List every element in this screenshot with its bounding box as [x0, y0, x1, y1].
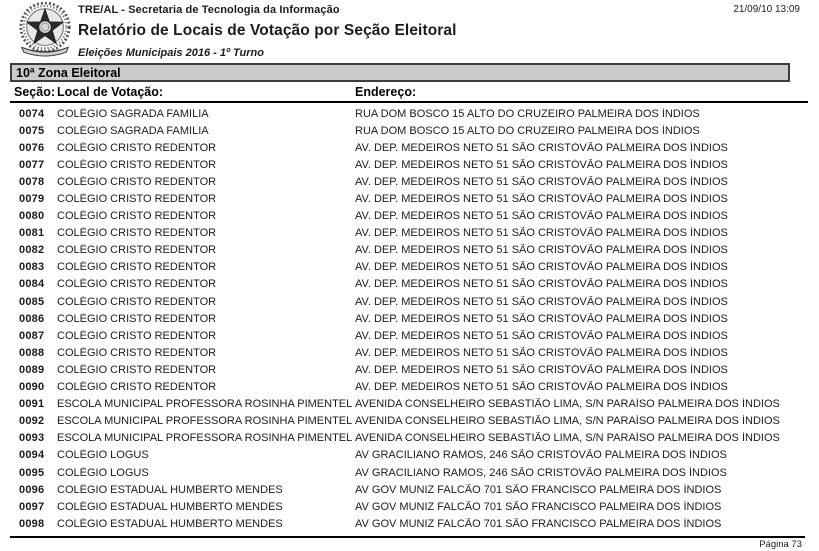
cell-local: ESCOLA MUNICIPAL PROFESSORA ROSINHA PIMENTEL [57, 398, 353, 411]
table-row [10, 208, 808, 225]
cell-secao: 0082 [19, 244, 45, 257]
report-subtitle: Eleições Municipais 2016 - 1º Turno [78, 47, 264, 59]
cell-endereco: AV. DEP. MEDEIROS NETO 51 SÃO CRISTÓVÃO PALMEIRA DOS ÍNDIOS [355, 381, 728, 394]
table-row [10, 225, 808, 242]
cell-secao: 0085 [19, 295, 45, 308]
brazil-coat-of-arms-icon [16, 2, 74, 58]
cell-local: COLÉGIO CRISTO REDENTOR [57, 175, 217, 188]
cell-secao: 0094 [19, 449, 45, 462]
zone-header-bar [10, 63, 790, 82]
cell-endereco: AV. DEP. MEDEIROS NETO 51 SÃO CRISTÓVÃO PALMEIRA DOS ÍNDIOS [355, 141, 728, 154]
page-number: Página 73 [759, 539, 802, 550]
cell-secao: 0098 [19, 517, 45, 530]
cell-secao: 0074 [19, 107, 45, 120]
org-name: TRE/AL - Secretaria de Tecnologia da Informação [78, 4, 340, 16]
cell-secao: 0092 [19, 415, 45, 428]
column-header-local: Local de Votação: [57, 85, 164, 99]
column-header-endereco: Endereço: [355, 85, 417, 99]
table-row [10, 413, 808, 430]
cell-local: COLÉGIO CRISTO REDENTOR [57, 381, 217, 394]
cell-endereco: AV GOV MUNIZ FALCÃO 701 SÃO FRANCISCO PALMEIRA DOS ÍNDIOS [355, 500, 722, 513]
cell-endereco: AV. DEP. MEDEIROS NETO 51 SÃO CRISTÓVÃO PALMEIRA DOS ÍNDIOS [355, 193, 728, 206]
cell-endereco: AV. DEP. MEDEIROS NETO 51 SÃO CRISTÓVÃO PALMEIRA DOS ÍNDIOS [355, 261, 728, 274]
cell-endereco: AV. DEP. MEDEIROS NETO 51 SÃO CRISTÓVÃO PALMEIRA DOS ÍNDIOS [355, 363, 728, 376]
cell-local: COLÉGIO CRISTO REDENTOR [57, 312, 217, 325]
cell-secao: 0083 [19, 261, 45, 274]
table-row [10, 361, 808, 378]
table-row [10, 430, 808, 447]
header-divider-line [10, 101, 808, 103]
cell-local: ESCOLA MUNICIPAL PROFESSORA ROSINHA PIMENTEL [57, 432, 353, 445]
table-row [10, 259, 808, 276]
cell-secao: 0086 [19, 312, 45, 325]
table-row [10, 122, 808, 139]
cell-endereco: AVENIDA CONSELHEIRO SEBASTIÃO LIMA, S/N PARAÍSO PALMEIRA DOS ÍNDIOS [355, 432, 780, 445]
cell-secao: 0090 [19, 381, 45, 394]
cell-local: COLÉGIO CRISTO REDENTOR [57, 346, 217, 359]
cell-secao: 0097 [19, 500, 45, 513]
cell-endereco: AV GOV MUNIZ FALCÃO 701 SÃO FRANCISCO PALMEIRA DOS ÍNDIOS [355, 517, 722, 530]
cell-local: COLÉGIO CRISTO REDENTOR [57, 261, 217, 274]
cell-secao: 0093 [19, 432, 45, 445]
footer-divider-line [10, 536, 805, 538]
column-header-secao: Seção: [14, 85, 55, 99]
cell-local: COLÉGIO SAGRADA FAMILIA [57, 107, 209, 120]
cell-local: COLÉGIO SAGRADA FAMILIA [57, 124, 209, 137]
table-row [10, 242, 808, 259]
table-row [10, 327, 808, 344]
table-row [10, 105, 808, 122]
table-row [10, 190, 808, 207]
cell-endereco: AV. DEP. MEDEIROS NETO 51 SÃO CRISTÓVÃO PALMEIRA DOS ÍNDIOS [355, 227, 728, 240]
table-row [10, 481, 808, 498]
cell-endereco: AV GRACILIANO RAMOS, 246 SÃO CRISTÓVÃO PALMEIRA DOS ÍNDIOS [355, 449, 727, 462]
cell-local: COLÉGIO CRISTO REDENTOR [57, 158, 217, 171]
cell-local: COLÉGIO CRISTO REDENTOR [57, 141, 217, 154]
table-row [10, 139, 808, 156]
cell-secao: 0084 [19, 278, 45, 291]
cell-endereco: RUA DOM BOSCO 15 ALTO DO CRUZEIRO PALMEIRA DOS ÍNDIOS [355, 107, 700, 120]
cell-local: COLÉGIO CRISTO REDENTOR [57, 227, 217, 240]
cell-endereco: AV. DEP. MEDEIROS NETO 51 SÃO CRISTÓVÃO PALMEIRA DOS ÍNDIOS [355, 158, 728, 171]
table-row [10, 515, 808, 532]
cell-endereco: AV. DEP. MEDEIROS NETO 51 SÃO CRISTÓVÃO PALMEIRA DOS ÍNDIOS [355, 210, 728, 223]
cell-local: ESCOLA MUNICIPAL PROFESSORA ROSINHA PIMENTEL [57, 415, 353, 428]
cell-secao: 0081 [19, 227, 45, 240]
cell-endereco: AVENIDA CONSELHEIRO SEBASTIÃO LIMA, S/N PARAÍSO PALMEIRA DOS ÍNDIOS [355, 398, 780, 411]
cell-secao: 0091 [19, 398, 45, 411]
cell-local: COLÉGIO CRISTO REDENTOR [57, 244, 217, 257]
cell-secao: 0087 [19, 329, 45, 342]
cell-endereco: AV. DEP. MEDEIROS NETO 51 SÃO CRISTÓVÃO PALMEIRA DOS ÍNDIOS [355, 329, 728, 342]
cell-local: COLÉGIO ESTADUAL HUMBERTO MENDES [57, 500, 283, 513]
cell-secao: 0078 [19, 175, 45, 188]
cell-secao: 0080 [19, 210, 45, 223]
cell-endereco: AV GRACILIANO RAMOS, 246 SÃO CRISTÓVÃO PALMEIRA DOS ÍNDIOS [355, 466, 727, 479]
header-text-block [78, 4, 457, 59]
cell-local: COLÉGIO CRISTO REDENTOR [57, 210, 217, 223]
report-title: Relatório de Locais de Votação por Seção Eleitoral [78, 22, 457, 39]
table-row [10, 310, 808, 327]
cell-local: COLÉGIO CRISTO REDENTOR [57, 295, 217, 308]
table-row [10, 447, 808, 464]
table-row [10, 293, 808, 310]
cell-endereco: AV. DEP. MEDEIROS NETO 51 SÃO CRISTÓVÃO PALMEIRA DOS ÍNDIOS [355, 278, 728, 291]
cell-secao: 0095 [19, 466, 45, 479]
table-row [10, 276, 808, 293]
column-headers [10, 85, 808, 100]
cell-endereco: AV. DEP. MEDEIROS NETO 51 SÃO CRISTÓVÃO PALMEIRA DOS ÍNDIOS [355, 175, 728, 188]
cell-secao: 0079 [19, 193, 45, 206]
cell-local: COLÉGIO CRISTO REDENTOR [57, 329, 217, 342]
cell-secao: 0075 [19, 124, 45, 137]
cell-local: COLÉGIO ESTADUAL HUMBERTO MENDES [57, 517, 283, 530]
cell-secao: 0089 [19, 363, 45, 376]
cell-local: COLÉGIO LOGUS [57, 449, 149, 462]
table-body [10, 105, 808, 532]
cell-endereco: AV. DEP. MEDEIROS NETO 51 SÃO CRISTÓVÃO PALMEIRA DOS ÍNDIOS [355, 244, 728, 257]
cell-endereco: AV GOV MUNIZ FALCÃO 701 SÃO FRANCISCO PALMEIRA DOS ÍNDIOS [355, 483, 722, 496]
report-timestamp: 21/09/10 13:09 [733, 4, 800, 15]
report-header [0, 0, 819, 62]
cell-secao: 0076 [19, 141, 45, 154]
table-row [10, 156, 808, 173]
cell-local: COLÉGIO CRISTO REDENTOR [57, 363, 217, 376]
cell-secao: 0088 [19, 346, 45, 359]
table-row [10, 396, 808, 413]
cell-endereco: AVENIDA CONSELHEIRO SEBASTIÃO LIMA, S/N PARAÍSO PALMEIRA DOS ÍNDIOS [355, 415, 780, 428]
cell-local: COLÉGIO LOGUS [57, 466, 149, 479]
cell-secao: 0077 [19, 158, 45, 171]
table-row [10, 498, 808, 515]
cell-endereco: AV. DEP. MEDEIROS NETO 51 SÃO CRISTÓVÃO PALMEIRA DOS ÍNDIOS [355, 295, 728, 308]
table-row [10, 173, 808, 190]
cell-endereco: AV. DEP. MEDEIROS NETO 51 SÃO CRISTÓVÃO PALMEIRA DOS ÍNDIOS [355, 346, 728, 359]
cell-secao: 0096 [19, 483, 45, 496]
cell-endereco: RUA DOM BOSCO 15 ALTO DO CRUZEIRO PALMEIRA DOS ÍNDIOS [355, 124, 700, 137]
cell-endereco: AV. DEP. MEDEIROS NETO 51 SÃO CRISTÓVÃO PALMEIRA DOS ÍNDIOS [355, 312, 728, 325]
cell-local: COLÉGIO ESTADUAL HUMBERTO MENDES [57, 483, 283, 496]
table-row [10, 344, 808, 361]
table-row [10, 464, 808, 481]
cell-local: COLÉGIO CRISTO REDENTOR [57, 193, 217, 206]
zone-label: 10ª Zona Eleitoral [16, 65, 121, 80]
cell-local: COLÉGIO CRISTO REDENTOR [57, 278, 217, 291]
table-row [10, 379, 808, 396]
